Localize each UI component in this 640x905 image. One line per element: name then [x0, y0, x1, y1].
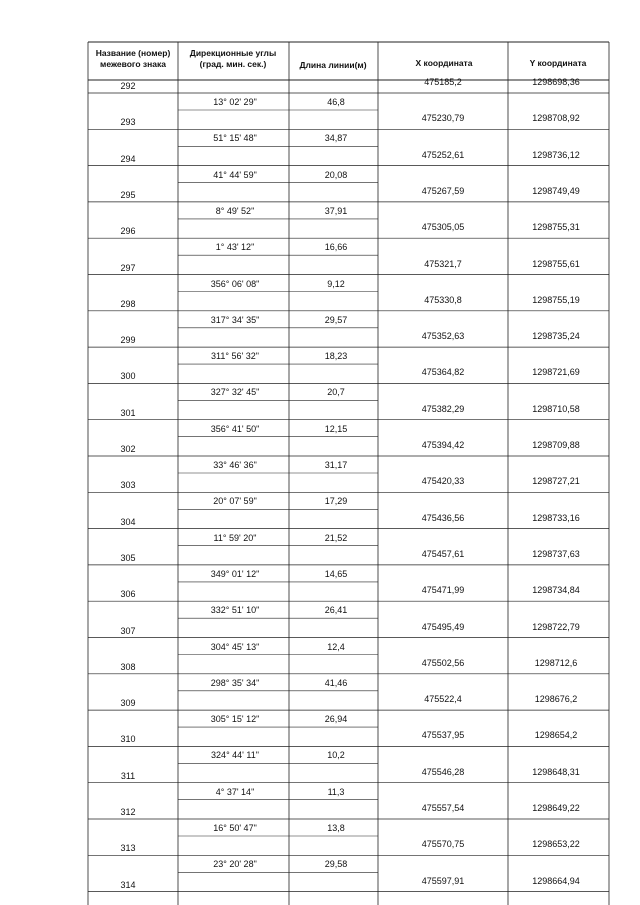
direction-angle: 317° 34' 35" [210, 314, 260, 325]
point-name: 302 [120, 444, 136, 454]
direction-angle: 304° 45' 13" [210, 641, 260, 652]
line-length: 12,15 [324, 423, 348, 434]
point-name: 312 [120, 807, 136, 817]
x-coordinate: 475185,2 [424, 77, 462, 87]
line-length: 26,41 [324, 605, 348, 616]
y-coordinate: 1298649,22 [532, 803, 580, 813]
direction-angle: 23° 20' 28" [213, 859, 257, 870]
point-name: 314 [120, 879, 136, 890]
direction-angle: 41° 44' 59" [213, 169, 257, 180]
direction-angle: 8° 49' 52" [215, 205, 255, 216]
line-length: 17,29 [324, 496, 348, 507]
point-name: 304 [120, 516, 136, 527]
line-length: 18,23 [324, 351, 348, 362]
line-length: 34,87 [324, 133, 348, 144]
point-name: 313 [120, 843, 136, 854]
direction-angle: 349° 01' 12" [210, 568, 260, 579]
x-coordinate: 475305,05 [421, 222, 465, 233]
direction-angle: 324° 44' 11" [211, 750, 259, 761]
y-coordinate: 1298734,84 [532, 585, 580, 596]
line-length: 37,91 [324, 205, 348, 216]
line-length: 46,8 [327, 97, 345, 107]
y-coordinate: 1298727,21 [532, 476, 580, 487]
header-x: X координата [415, 58, 473, 68]
point-name: 296 [120, 226, 136, 237]
line-length: 21,52 [324, 532, 348, 543]
x-coordinate: 475230,79 [421, 113, 465, 124]
line-length: 29,58 [324, 859, 348, 870]
y-coordinate: 1298708,92 [532, 113, 580, 124]
y-coordinate: 1298698,36 [532, 77, 580, 87]
direction-angle: 13° 02' 29" [213, 97, 257, 107]
point-name: 308 [120, 661, 136, 672]
point-name: 295 [120, 189, 136, 200]
direction-angle: 327° 32' 45" [210, 387, 260, 398]
x-coordinate: 475436,56 [421, 512, 465, 523]
point-name: 297 [120, 262, 136, 273]
y-coordinate: 1298735,24 [532, 331, 580, 342]
point-name: 306 [120, 589, 136, 600]
x-coordinate: 475382,29 [421, 403, 465, 414]
point-name: 300 [120, 371, 136, 382]
y-coordinate: 1298737,63 [532, 548, 580, 559]
header-angle: Дирекционные углы (град. мин. сек.) [189, 48, 277, 69]
y-coordinate: 1298710,58 [532, 403, 580, 414]
line-length: 16,66 [324, 242, 348, 253]
x-coordinate: 475502,56 [421, 657, 465, 668]
y-coordinate: 1298749,49 [532, 185, 580, 196]
point-name: 305 [120, 552, 136, 563]
direction-angle: 20° 07' 59" [213, 496, 257, 507]
y-coordinate: 1298755,61 [532, 258, 580, 269]
point-name: 301 [120, 407, 136, 418]
point-name: 292 [120, 81, 136, 91]
point-name: 309 [120, 698, 136, 709]
y-coordinate: 1298709,88 [532, 440, 580, 450]
header-length: Длина линии(м) [299, 60, 367, 70]
direction-angle: 332° 51' 10" [210, 605, 260, 616]
y-coordinate: 1298755,31 [532, 222, 580, 233]
header-y: Y координата [529, 58, 587, 68]
line-length: 13,8 [327, 823, 345, 833]
x-coordinate: 475267,59 [421, 185, 465, 196]
point-name: 307 [120, 625, 136, 636]
x-coordinate: 475394,42 [421, 440, 465, 450]
x-coordinate: 475557,54 [421, 803, 465, 813]
line-length: 26,94 [324, 714, 348, 725]
direction-angle: 51° 15' 48" [213, 133, 257, 144]
x-coordinate: 475522,4 [424, 694, 462, 705]
point-name: 294 [120, 153, 136, 164]
line-length: 41,46 [324, 677, 348, 688]
line-length: 9,12 [327, 278, 345, 289]
x-coordinate: 475321,7 [424, 258, 462, 269]
x-coordinate: 475471,99 [421, 585, 465, 596]
y-coordinate: 1298648,31 [532, 766, 580, 777]
x-coordinate: 475457,61 [421, 548, 465, 559]
y-coordinate: 1298654,2 [534, 730, 578, 741]
y-coordinate: 1298755,19 [532, 294, 580, 305]
direction-angle: 4° 37' 14" [215, 786, 255, 797]
x-coordinate: 475420,33 [421, 476, 465, 487]
point-name: 298 [120, 298, 136, 309]
y-coordinate: 1298664,94 [532, 875, 580, 886]
direction-angle: 33° 46' 36" [213, 460, 257, 470]
x-coordinate: 475364,82 [421, 367, 465, 378]
direction-angle: 1° 43' 12" [215, 242, 255, 253]
direction-angle: 305° 15' 12" [210, 714, 260, 725]
point-name: 311 [120, 770, 136, 781]
x-coordinate: 475546,28 [421, 766, 465, 777]
x-coordinate: 475252,61 [421, 149, 465, 160]
line-length: 31,17 [324, 460, 348, 470]
y-coordinate: 1298721,69 [532, 367, 580, 378]
x-coordinate: 475495,49 [421, 621, 465, 632]
y-coordinate: 1298722,79 [532, 621, 580, 632]
x-coordinate: 475570,75 [421, 839, 465, 850]
line-length: 10,2 [327, 750, 345, 761]
line-length: 20,7 [327, 387, 345, 398]
y-coordinate: 1298676,2 [534, 694, 578, 705]
y-coordinate: 1298653,22 [532, 839, 580, 850]
point-name: 303 [120, 480, 136, 491]
line-length: 29,57 [324, 314, 348, 325]
y-coordinate: 1298712,6 [534, 657, 578, 668]
point-name: 299 [120, 335, 136, 346]
line-length: 11,3 [327, 786, 345, 797]
direction-angle: 356° 06' 08" [210, 278, 260, 289]
y-coordinate: 1298736,12 [532, 149, 580, 160]
line-length: 12,4 [327, 641, 345, 652]
x-coordinate: 475330,8 [424, 294, 462, 305]
direction-angle: 311° 56' 32" [211, 351, 259, 362]
x-coordinate: 475352,63 [421, 331, 465, 342]
direction-angle: 16° 50' 47" [213, 823, 257, 833]
direction-angle: 356° 41' 50" [210, 423, 260, 434]
line-length: 20,08 [324, 169, 348, 180]
direction-angle: 298° 35' 34" [210, 677, 260, 688]
point-name: 293 [120, 117, 136, 128]
header-name: Название (номер) межевого знака [95, 48, 171, 69]
y-coordinate: 1298733,16 [532, 512, 580, 523]
x-coordinate: 475597,91 [421, 875, 465, 886]
line-length: 14,65 [324, 568, 348, 579]
x-coordinate: 475537,95 [421, 730, 465, 741]
direction-angle: 11° 59' 20" [213, 532, 257, 543]
point-name: 310 [120, 734, 136, 745]
